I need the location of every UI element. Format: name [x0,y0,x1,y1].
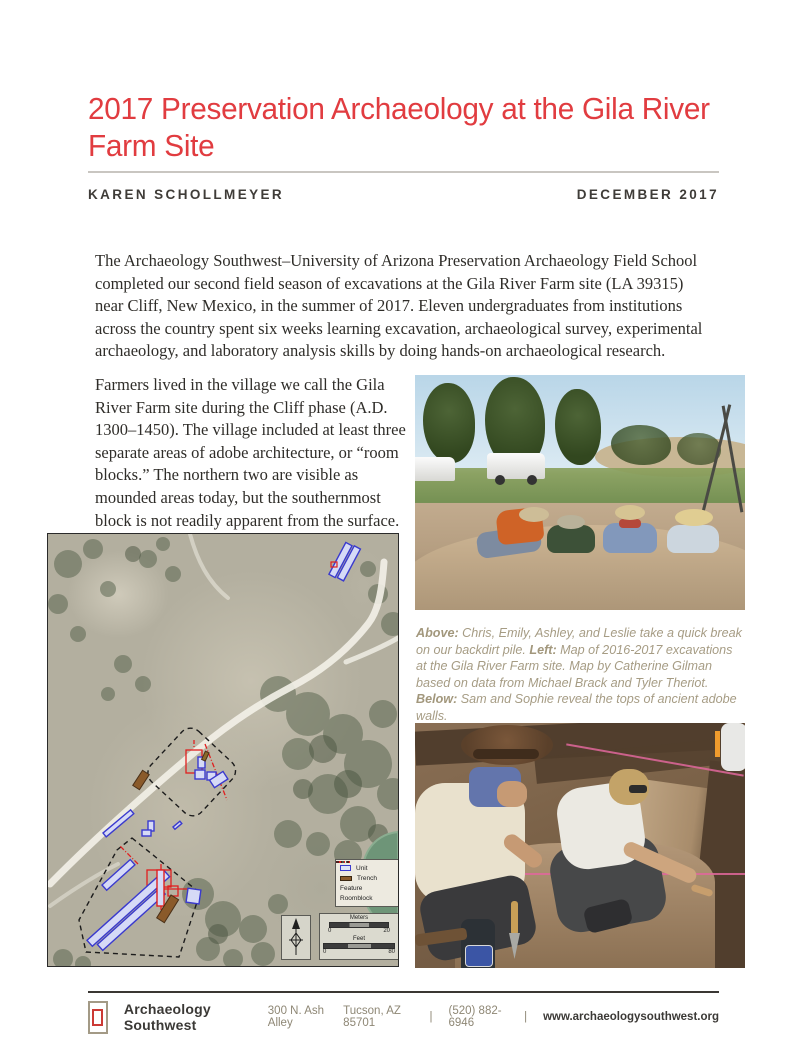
footer-divider [88,991,719,993]
page-title-line2: Farm Site [88,128,215,163]
header-divider [88,171,719,173]
legend-label: Roomblock [340,894,373,902]
legend-row-trench [340,873,399,883]
legend-label: Unit [356,864,368,872]
trench-swatch [340,876,352,881]
white-pickup-truck [487,453,545,479]
photo-adobe-walls-excavation [415,723,745,968]
publish-date: DECEMBER 2017 [576,187,719,202]
truck-wheel [527,475,537,485]
caption-above: Above: Chris, Emily, Ashley, and Leslie take a quick break on our backdirt pile. [416,626,742,657]
legend-row-feature [340,883,399,893]
truck-wheel [495,475,505,485]
page-title-line1: 2017 Preservation Archaeology at the Gila River [88,91,710,126]
street-address: 300 N. Ash Alley [267,1005,325,1029]
person-leslie [663,511,727,555]
scale-meters-min: 0 [328,928,332,934]
caption-left: Left: Map of 2016-2017 excavations at the Gila River Farm site. Map by Catherine Gilman based on data from Michael Brack and Tyler Theriot. [416,642,733,690]
person-chris [463,507,541,553]
intro-paragraph: The Archaeology Southwest–University of Arizona Preservation Archaeology Field School completed our second field season of excavations at the Gila River Farm site (LA 39315) near Cliff, New Mexico, in the summer of 2017. Eleven undergraduates from institutions across the country spent six weeks learning excavation, archaeological survey, experimental archaeology, and laboratory analysis skills by doing hands-on archaeological research. [95,251,703,361]
trowel-handle [511,901,518,935]
person-ashley [601,509,661,555]
legend-label: Feature [340,884,363,892]
nasa-patch [465,945,493,967]
village-paragraph: Farmers lived in the village we call the Gila River Farm site during the Cliff phase (A.D. 1300–1450). The village included at least three separate areas of adobe architecture, or “room blocks.” The northern two are visible as mounded areas today, but the southernmost block is not readily apparent from the surface. [95,375,406,530]
legend-label: Trench [357,874,377,882]
caption-below: Below: Sam and Sophie reveal the tops of ancient adobe walls. [416,692,737,723]
excavation-map [47,533,399,967]
footer-separator: | [429,1011,433,1023]
scale-meters-label: Meters [349,915,369,921]
legend-row-roomblock [340,893,399,903]
scale-feet-max: 80 [388,949,395,955]
shrub [611,425,671,465]
website-link[interactable]: www.archaeologysouthwest.org [543,1011,719,1023]
logo-inner-rect [92,1009,103,1026]
white-suv [415,457,455,481]
person-emily [543,515,599,555]
footer [88,999,719,1035]
map-legend [335,859,399,907]
legend-row-unit [340,863,399,873]
org-name: Archaeology Southwest [123,1001,211,1033]
map-scale-bars [319,913,399,960]
bystander-leg [721,723,745,771]
page-title [88,90,710,164]
city-address: Tucson, AZ 85701 [343,1005,401,1029]
photo-caption [416,625,746,725]
byline-row [88,187,719,202]
roomblock-swatch [336,860,350,864]
scale-meters-max: 20 [383,928,390,934]
archaeology-southwest-logo-icon [88,1001,108,1034]
north-arrow [281,915,311,960]
person-sophie [525,763,705,968]
tree [423,383,475,463]
scale-feet-min: 0 [323,949,327,955]
unit-swatch [340,865,351,871]
footer-separator: | [524,1011,528,1023]
tree [555,389,601,465]
scale-feet-label: Feet [352,936,365,942]
orange-flag [715,731,720,757]
north-arrow-icon [282,916,310,959]
author-name: KAREN SCHOLLMEYER [88,187,285,202]
phone-number: (520) 882-6946 [448,1005,502,1029]
photo-crew-backdirt-pile [415,375,745,610]
